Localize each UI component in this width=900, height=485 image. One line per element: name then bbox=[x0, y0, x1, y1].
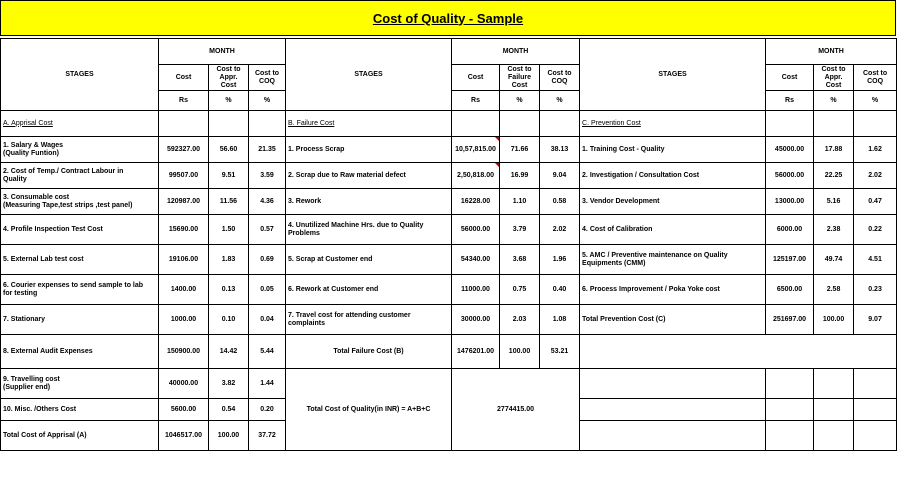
cell[interactable] bbox=[814, 399, 854, 421]
appraisal-stage[interactable] bbox=[1, 275, 159, 305]
unit-rs[interactable]: Rs bbox=[159, 91, 209, 111]
prevention-pct-section[interactable]: 5.16 bbox=[814, 189, 854, 215]
failure-pct-coq[interactable]: 38.13 bbox=[540, 137, 580, 163]
appraisal-stage[interactable] bbox=[1, 305, 159, 335]
cell[interactable] bbox=[500, 111, 540, 137]
prevention-stage-line: 2. Investigation / Consultation Cost bbox=[582, 171, 700, 179]
failure-pct-section[interactable]: 2.03 bbox=[500, 305, 540, 335]
appraisal-stage-line: 9. Travelling cost bbox=[3, 375, 60, 383]
failure-cost-header-line: Cost bbox=[511, 81, 528, 89]
coq-header-line: Cost to bbox=[254, 69, 280, 77]
appraisal-cost[interactable]: 1000.00 bbox=[159, 305, 209, 335]
prevention-pct-section[interactable]: 2.58 bbox=[814, 275, 854, 305]
cost-header[interactable]: Cost bbox=[766, 65, 814, 91]
prevention-pct-section[interactable]: 100.00 bbox=[814, 305, 854, 335]
appraisal-cost[interactable]: 1046517.00 bbox=[159, 421, 209, 451]
coq-header-line: Cost to bbox=[862, 69, 888, 77]
prevention-pct-section[interactable]: 22.25 bbox=[814, 163, 854, 189]
stages-header[interactable]: STAGES bbox=[286, 39, 452, 111]
month-header[interactable]: MONTH bbox=[159, 39, 286, 65]
appraisal-stage[interactable] bbox=[1, 245, 159, 275]
prevention-cost[interactable]: 251697.00 bbox=[766, 305, 814, 335]
appr-cost-header-line: Appr. bbox=[824, 73, 843, 81]
cost-header[interactable]: Cost bbox=[159, 65, 209, 91]
cell[interactable] bbox=[766, 421, 814, 451]
prevention-pct-coq[interactable]: 2.02 bbox=[854, 163, 897, 189]
cell[interactable] bbox=[854, 111, 897, 137]
appraisal-pct-coq[interactable]: 3.59 bbox=[249, 163, 286, 189]
appraisal-pct-section[interactable]: 100.00 bbox=[209, 421, 249, 451]
failure-stage-line: 5. Scrap at Customer end bbox=[288, 255, 373, 263]
coq-header-line: COQ bbox=[867, 77, 884, 85]
appraisal-cost[interactable]: 150900.00 bbox=[159, 335, 209, 369]
appr-cost-header-line: Cost bbox=[825, 81, 842, 89]
failure-cost-header-line: Cost to bbox=[507, 65, 532, 73]
failure-pct-section[interactable]: 71.66 bbox=[500, 137, 540, 163]
appraisal-pct-section[interactable]: 0.13 bbox=[209, 275, 249, 305]
cell[interactable] bbox=[209, 111, 249, 137]
appraisal-pct-section[interactable]: 14.42 bbox=[209, 335, 249, 369]
appr-cost-header-line: Cost to bbox=[216, 65, 241, 73]
appraisal-stage-line: 1. Salary & Wages bbox=[3, 141, 64, 149]
unit-rs[interactable]: Rs bbox=[766, 91, 814, 111]
failure-stage-line: 1. Process Scrap bbox=[288, 145, 345, 153]
stages-header[interactable]: STAGES bbox=[1, 39, 159, 111]
month-header[interactable]: MONTH bbox=[452, 39, 580, 65]
unit-pct[interactable]: % bbox=[209, 91, 249, 111]
prevention-pct-section[interactable]: 2.38 bbox=[814, 215, 854, 245]
failure-pct-section[interactable]: 1.10 bbox=[500, 189, 540, 215]
appraisal-stage-line: 6. Courier expenses to send sample to lab bbox=[3, 281, 144, 289]
coq-header[interactable] bbox=[249, 65, 286, 91]
appraisal-stage-line: 5. External Lab test cost bbox=[3, 255, 84, 263]
failure-cost[interactable]: 11000.00 bbox=[452, 275, 500, 305]
failure-stage-line: 3. Rework bbox=[288, 197, 322, 205]
cell[interactable] bbox=[766, 111, 814, 137]
appraisal-stage-line: 7. Stationary bbox=[3, 315, 46, 323]
cell[interactable] bbox=[854, 421, 897, 451]
appraisal-stage-line: 2. Cost of Temp./ Contract Labour in bbox=[3, 167, 124, 175]
prevention-cost[interactable]: 13000.00 bbox=[766, 189, 814, 215]
prevention-cost[interactable]: 6500.00 bbox=[766, 275, 814, 305]
section-failure[interactable]: B. Failure Cost bbox=[286, 111, 452, 137]
appraisal-stage-line: 8. External Audit Expenses bbox=[3, 347, 93, 355]
failure-cost[interactable]: 16228.00 bbox=[452, 189, 500, 215]
grand-total-value[interactable]: 2774415.00 bbox=[452, 369, 580, 451]
cell[interactable] bbox=[814, 111, 854, 137]
appraisal-stage-line: Total Cost of Apprisal (A) bbox=[3, 431, 87, 439]
coq-header-line: COQ bbox=[259, 77, 275, 85]
failure-total-pct-section[interactable]: 100.00 bbox=[500, 335, 540, 369]
cell[interactable] bbox=[159, 111, 209, 137]
appraisal-pct-section[interactable]: 56.60 bbox=[209, 137, 249, 163]
failure-total-pct-coq[interactable]: 53.21 bbox=[540, 335, 580, 369]
appraisal-cost[interactable]: 40000.00 bbox=[159, 369, 209, 399]
failure-stage-line: complaints bbox=[288, 319, 325, 327]
appraisal-stage[interactable] bbox=[1, 189, 159, 215]
page-title: Cost of Quality - Sample bbox=[372, 10, 524, 26]
prevention-stage-line: 4. Cost of Calibration bbox=[582, 225, 653, 233]
appraisal-stage[interactable] bbox=[1, 215, 159, 245]
prevention-cost[interactable]: 45000.00 bbox=[766, 137, 814, 163]
unit-pct[interactable]: % bbox=[540, 91, 580, 111]
cell[interactable] bbox=[854, 369, 897, 399]
unit-pct[interactable]: % bbox=[814, 91, 854, 111]
appraisal-stage-line: (Supplier end) bbox=[3, 383, 51, 391]
prevention-stage-line: 5. AMC / Preventive maintenance on Quality bbox=[582, 251, 728, 259]
failure-stage[interactable] bbox=[286, 275, 452, 305]
coq-table bbox=[0, 38, 897, 451]
title-banner[interactable] bbox=[0, 0, 896, 36]
cell[interactable] bbox=[452, 111, 500, 137]
failure-cost-header-line: Failure bbox=[508, 73, 531, 81]
appraisal-pct-coq[interactable]: 0.04 bbox=[249, 305, 286, 335]
failure-stage[interactable] bbox=[286, 137, 452, 163]
prevention-stage-line: Equipments (CMM) bbox=[582, 259, 646, 267]
appraisal-stage[interactable] bbox=[1, 137, 159, 163]
appraisal-pct-coq[interactable]: 0.57 bbox=[249, 215, 286, 245]
failure-stage-line: 2. Scrap due to Raw material defect bbox=[288, 171, 406, 179]
failure-stage-line: 7. Travel cost for attending customer bbox=[288, 311, 411, 319]
cell[interactable] bbox=[766, 369, 814, 399]
appraisal-stage[interactable] bbox=[1, 163, 159, 189]
failure-pct-section[interactable]: 3.79 bbox=[500, 215, 540, 245]
unit-pct[interactable]: % bbox=[854, 91, 897, 111]
failure-pct-coq[interactable]: 1.96 bbox=[540, 245, 580, 275]
appraisal-pct-section[interactable]: 0.10 bbox=[209, 305, 249, 335]
failure-cost-header[interactable] bbox=[500, 65, 540, 91]
appr-cost-header[interactable] bbox=[814, 65, 854, 91]
section-prevention[interactable]: C. Prevention Cost bbox=[580, 111, 766, 137]
appraisal-stage-line: (Measuring Tape,test strips ,test panel) bbox=[3, 201, 133, 209]
appraisal-pct-coq[interactable]: 37.72 bbox=[249, 421, 286, 451]
cell[interactable] bbox=[766, 399, 814, 421]
appraisal-stage-line: 3. Consumable cost bbox=[3, 193, 70, 201]
appraisal-stage-line: Quality bbox=[3, 175, 27, 183]
failure-stage[interactable] bbox=[286, 245, 452, 275]
appraisal-cost[interactable]: 15690.00 bbox=[159, 215, 209, 245]
month-header[interactable]: MONTH bbox=[766, 39, 897, 65]
appraisal-pct-coq[interactable]: 5.44 bbox=[249, 335, 286, 369]
appraisal-cost[interactable]: 592327.00 bbox=[159, 137, 209, 163]
appraisal-pct-section[interactable]: 9.51 bbox=[209, 163, 249, 189]
failure-pct-section[interactable]: 3.68 bbox=[500, 245, 540, 275]
appraisal-stage[interactable] bbox=[1, 335, 159, 369]
appraisal-pct-section[interactable]: 1.83 bbox=[209, 245, 249, 275]
empty-cell[interactable] bbox=[580, 335, 897, 369]
failure-cost[interactable]: 56000.00 bbox=[452, 215, 500, 245]
prevention-pct-section[interactable]: 49.74 bbox=[814, 245, 854, 275]
appraisal-stage[interactable] bbox=[1, 399, 159, 421]
appraisal-stage-line: for testing bbox=[3, 289, 38, 297]
section-appraisal[interactable]: A. Apprisal Cost bbox=[1, 111, 159, 137]
prevention-stage[interactable] bbox=[580, 189, 766, 215]
failure-stage[interactable] bbox=[286, 305, 452, 335]
appraisal-pct-coq[interactable]: 0.20 bbox=[249, 399, 286, 421]
prevention-stage[interactable] bbox=[580, 275, 766, 305]
appraisal-pct-coq[interactable]: 4.36 bbox=[249, 189, 286, 215]
failure-stage-line: 6. Rework at Customer end bbox=[288, 285, 379, 293]
appraisal-pct-section[interactable]: 11.56 bbox=[209, 189, 249, 215]
prevention-stage[interactable] bbox=[580, 305, 766, 335]
appraisal-stage-line: (Quality Funtion) bbox=[3, 149, 59, 157]
coq-header[interactable] bbox=[854, 65, 897, 91]
failure-stage[interactable] bbox=[286, 215, 452, 245]
coq-header[interactable] bbox=[540, 65, 580, 91]
failure-total-cost[interactable]: 1476201.00 bbox=[452, 335, 500, 369]
cost-header[interactable]: Cost bbox=[452, 65, 500, 91]
appraisal-stage-line: 4. Profile Inspection Test Cost bbox=[3, 225, 103, 233]
unit-pct[interactable]: % bbox=[500, 91, 540, 111]
prevention-cost[interactable]: 6000.00 bbox=[766, 215, 814, 245]
cell[interactable] bbox=[580, 421, 766, 451]
appraisal-cost[interactable]: 5600.00 bbox=[159, 399, 209, 421]
cell[interactable] bbox=[580, 399, 766, 421]
unit-pct[interactable]: % bbox=[249, 91, 286, 111]
failure-pct-coq[interactable]: 0.40 bbox=[540, 275, 580, 305]
prevention-stage[interactable] bbox=[580, 137, 766, 163]
prevention-stage[interactable] bbox=[580, 215, 766, 245]
appraisal-pct-section[interactable]: 1.50 bbox=[209, 215, 249, 245]
cell[interactable] bbox=[580, 369, 766, 399]
failure-stage[interactable] bbox=[286, 163, 452, 189]
grand-total-label[interactable]: Total Cost of Quality(in INR) = A+B+C bbox=[286, 369, 452, 451]
failure-cost[interactable]: 30000.00 bbox=[452, 305, 500, 335]
appraisal-pct-coq[interactable]: 0.69 bbox=[249, 245, 286, 275]
appraisal-cost[interactable]: 120987.00 bbox=[159, 189, 209, 215]
unit-rs[interactable]: Rs bbox=[452, 91, 500, 111]
prevention-pct-coq[interactable]: 9.07 bbox=[854, 305, 897, 335]
failure-pct-section[interactable]: 0.75 bbox=[500, 275, 540, 305]
appraisal-cost[interactable]: 19106.00 bbox=[159, 245, 209, 275]
failure-pct-section[interactable]: 16.99 bbox=[500, 163, 540, 189]
prevention-pct-section[interactable]: 17.88 bbox=[814, 137, 854, 163]
appr-cost-header[interactable] bbox=[209, 65, 249, 91]
appraisal-pct-section[interactable]: 0.54 bbox=[209, 399, 249, 421]
failure-total-label[interactable]: Total Failure Cost (B) bbox=[286, 335, 452, 369]
cell[interactable] bbox=[814, 369, 854, 399]
prevention-pct-coq[interactable]: 0.23 bbox=[854, 275, 897, 305]
cell[interactable] bbox=[249, 111, 286, 137]
prevention-stage[interactable] bbox=[580, 163, 766, 189]
cell[interactable] bbox=[854, 399, 897, 421]
appraisal-stage-line: 10. Misc. /Others Cost bbox=[3, 405, 77, 413]
failure-pct-coq[interactable]: 1.08 bbox=[540, 305, 580, 335]
failure-pct-coq[interactable]: 0.58 bbox=[540, 189, 580, 215]
failure-stage-line: Problems bbox=[288, 229, 320, 237]
failure-cost[interactable]: 10,57,815.00 bbox=[452, 137, 500, 163]
appraisal-pct-coq[interactable]: 21.35 bbox=[249, 137, 286, 163]
failure-pct-coq[interactable]: 9.04 bbox=[540, 163, 580, 189]
appr-cost-header-line: Appr. bbox=[219, 73, 238, 81]
failure-stage-line: 4. Unutilized Machine Hrs. due to Quality bbox=[288, 221, 424, 229]
prevention-stage-line: 3. Vendor Development bbox=[582, 197, 660, 205]
coq-header-line: COQ bbox=[551, 77, 568, 85]
appr-cost-header-line: Cost bbox=[220, 81, 237, 89]
prevention-pct-coq[interactable]: 4.51 bbox=[854, 245, 897, 275]
failure-cost[interactable]: 2,50,818.00 bbox=[452, 163, 500, 189]
appraisal-stage[interactable] bbox=[1, 421, 159, 451]
coq-header-line: Cost to bbox=[547, 69, 572, 77]
appraisal-pct-coq[interactable]: 1.44 bbox=[249, 369, 286, 399]
cell[interactable] bbox=[814, 421, 854, 451]
prevention-pct-coq[interactable]: 1.62 bbox=[854, 137, 897, 163]
appraisal-pct-coq[interactable]: 0.05 bbox=[249, 275, 286, 305]
failure-cost[interactable]: 54340.00 bbox=[452, 245, 500, 275]
prevention-stage-line: Total Prevention Cost (C) bbox=[582, 315, 666, 323]
stages-header[interactable]: STAGES bbox=[580, 39, 766, 111]
prevention-pct-coq[interactable]: 0.47 bbox=[854, 189, 897, 215]
cell[interactable] bbox=[540, 111, 580, 137]
prevention-pct-coq[interactable]: 0.22 bbox=[854, 215, 897, 245]
appraisal-pct-section[interactable]: 3.82 bbox=[209, 369, 249, 399]
prevention-cost[interactable]: 56000.00 bbox=[766, 163, 814, 189]
prevention-cost[interactable]: 125197.00 bbox=[766, 245, 814, 275]
appr-cost-header-line: Cost to bbox=[821, 65, 846, 73]
appraisal-stage[interactable] bbox=[1, 369, 159, 399]
appraisal-cost[interactable]: 99507.00 bbox=[159, 163, 209, 189]
prevention-stage-line: 6. Process Improvement / Poka Yoke cost bbox=[582, 285, 720, 293]
prevention-stage-line: 1. Training Cost - Quality bbox=[582, 145, 665, 153]
failure-stage[interactable] bbox=[286, 189, 452, 215]
appraisal-cost[interactable]: 1400.00 bbox=[159, 275, 209, 305]
prevention-stage[interactable] bbox=[580, 245, 766, 275]
failure-pct-coq[interactable]: 2.02 bbox=[540, 215, 580, 245]
